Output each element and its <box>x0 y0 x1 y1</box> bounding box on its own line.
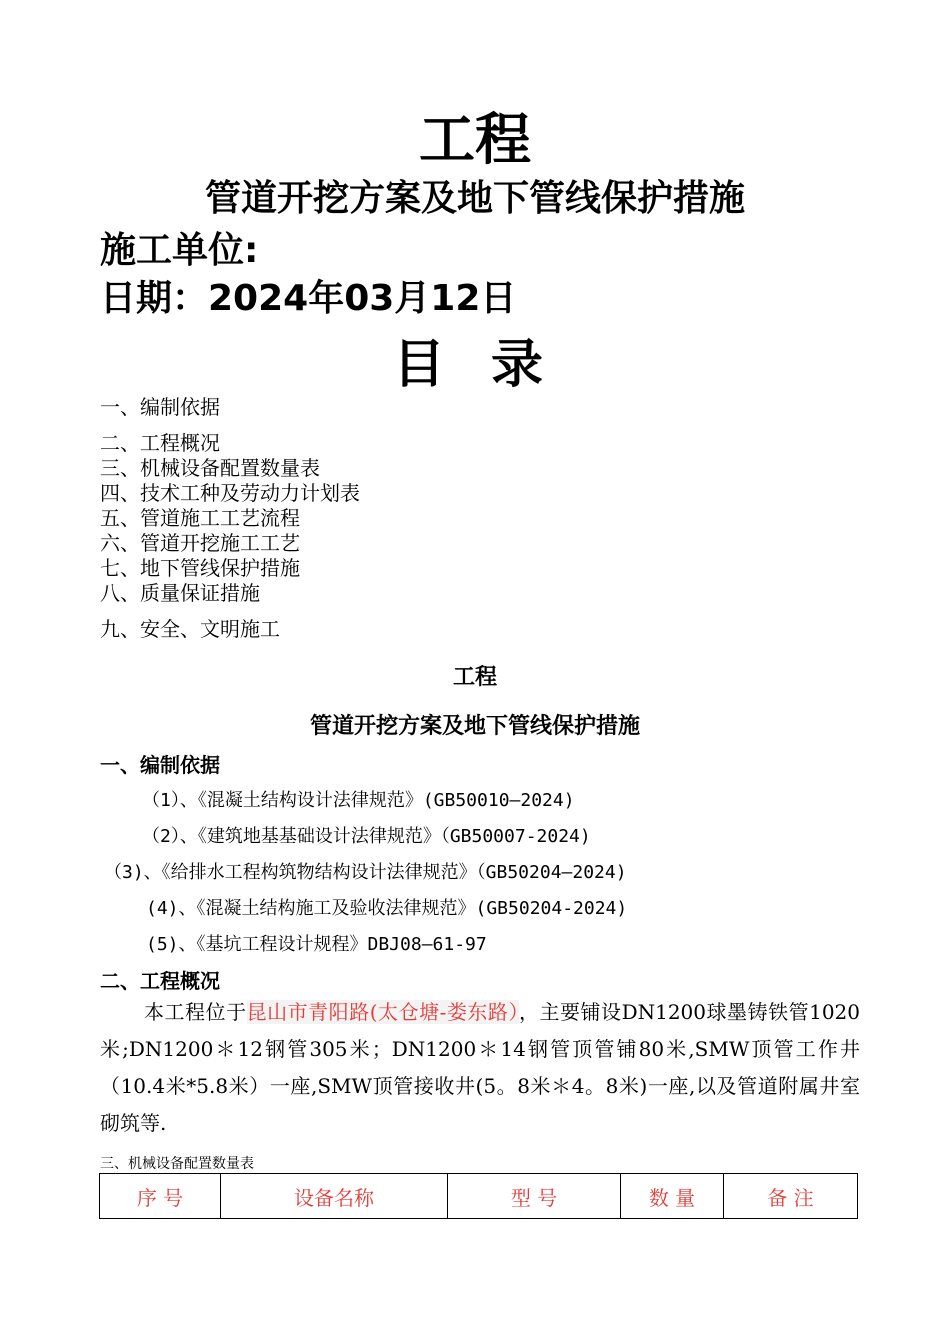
table-header-row <box>100 1174 858 1219</box>
header-cell-equipment-name: 设备名称 <box>221 1174 448 1219</box>
header-cell-quantity: 数 量 <box>621 1174 724 1219</box>
header-cell-model: 型 号 <box>448 1174 621 1219</box>
body-title: 工程 <box>452 665 497 690</box>
toc-title: 目 录 <box>392 335 558 395</box>
header-cell-remarks: 备 注 <box>724 1174 858 1219</box>
reference-item: (5)、《基坑工程设计规程》DBJ08—61-97 <box>146 934 487 955</box>
toc-item: 五、管道施工工艺流程 <box>100 506 300 530</box>
reference-item: （2）、《建筑地基基础设计法律规范》（GB50007-2024) <box>142 826 591 847</box>
toc-item: 一、编制依据 <box>100 395 220 419</box>
toc-item: 七、地下管线保护措施 <box>100 556 300 580</box>
toc-item: 九、安全、文明施工 <box>100 617 280 641</box>
date-line: 日期：2024年03月12日 <box>100 278 517 319</box>
body-subtitle: 管道开挖方案及地下管线保护措施 <box>309 714 640 739</box>
overview-prefix: 本工程位于 <box>144 1000 247 1024</box>
reference-item: （3)、《给排水工程构筑物结构设计法律规范》（GB50204—2024) <box>104 862 627 883</box>
overview-rest: ，主要铺设DN1200球墨铸铁管1020米;DN1200＊12钢管305米；DN1200＊14钢管顶管铺80米,SMW顶管工作井（10.4米*5.8米）一座,SMW顶管接收井(5。8米＊4。8米)一座,以及管道附属井室砌筑等. <box>100 1000 861 1135</box>
toc-item: 三、机械设备配置数量表 <box>100 456 320 480</box>
reference-item: (4)、《混凝土结构施工及验收法律规范》(GB50204-2024) <box>146 898 628 919</box>
section-heading-basis: 一、编制依据 <box>100 753 220 777</box>
cover-title: 工程 <box>419 108 531 173</box>
equipment-table <box>99 1173 858 1219</box>
toc-item: 四、技术工种及劳动力计划表 <box>100 481 360 505</box>
section-heading-overview: 二、工程概况 <box>100 969 220 993</box>
reference-item: （1）、《混凝土结构设计法律规范》(GB50010—2024) <box>142 790 575 811</box>
toc-item: 八、质量保证措施 <box>100 581 260 605</box>
construction-unit-label: 施工单位: <box>100 230 259 271</box>
overview-paragraph <box>100 994 860 1142</box>
location-highlight: 昆山市青阳路(太仓塘-娄东路） <box>246 1000 519 1024</box>
toc-item: 六、管道开挖施工工艺 <box>100 531 300 555</box>
equipment-table-caption: 三、机械设备配置数量表 <box>100 1156 254 1172</box>
header-cell-index: 序 号 <box>100 1174 221 1219</box>
cover-subtitle: 管道开挖方案及地下管线保护措施 <box>204 178 745 219</box>
toc-item: 二、工程概况 <box>100 431 220 455</box>
